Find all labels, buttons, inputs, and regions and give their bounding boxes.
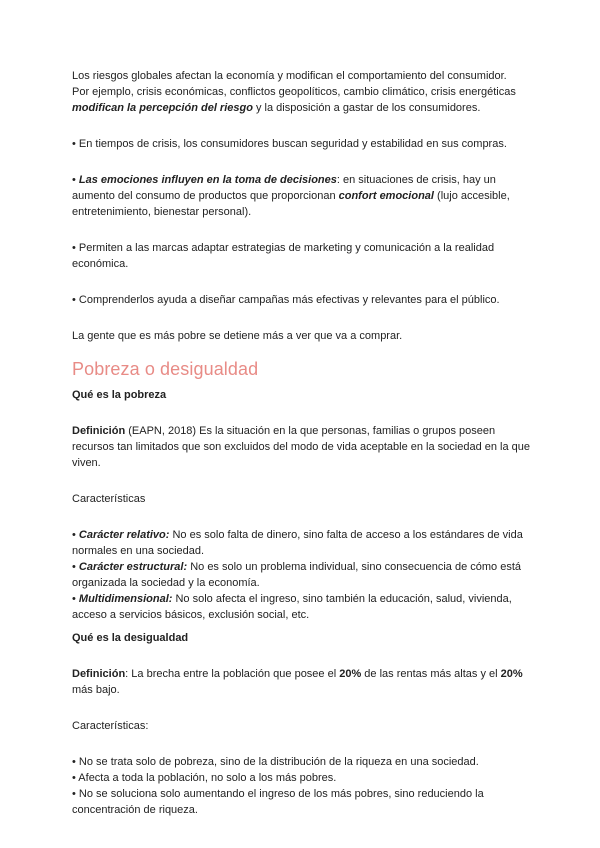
bullet-marketing: • Permiten a las marcas adaptar estrategias de marketing y comunicación a la realidad económica. [72,242,495,270]
characteristic-text: No es solo falta de dinero, sino falta de acceso a los estándares de vida normales en una sociedad. [72,529,523,557]
desigualdad-definition-label: Definición [72,668,126,680]
definition-text: más bajo. [72,684,120,696]
list-item: • No se soluciona solo aumentando el ingreso de los más pobres, sino reduciendo la concentración de riqueza. [72,788,484,816]
percentage-value: 20% [500,668,523,680]
list-item [72,591,532,623]
intro-bold-phrase: modifican la percepción del riesgo [72,102,253,114]
characteristic-label: Multidimensional: [78,593,173,605]
pobreza-definition-text: (EAPN, 2018) Es la situación en la que personas, familias o grupos poseen recursos tan limitados que son excluidos del modo de vida aceptable en la sociedad en la que viven. [72,425,531,469]
pobreza-definition [72,423,532,471]
intro-line-3: y la disposición a gastar de los consumidores. [252,102,481,114]
document-body [72,68,532,818]
note-paragraph: La gente que es más pobre se detiene más a ver que va a comprar. [72,330,403,342]
list-item [72,559,532,591]
list-item: • No se trata solo de pobreza, sino de la distribución de la riqueza en una sociedad. [72,756,479,768]
bullet-emotions-text: : en situaciones de crisis, hay un aumento del consumo de productos que proporcionan [72,174,496,202]
characteristic-label: Carácter estructural: [78,561,188,573]
definition-text: : La brecha entre la población que posee el [125,668,340,680]
bullet-marker: • [72,593,79,605]
definition-text: de las rentas más altas y el [361,668,501,680]
bullet-marker: • [72,561,79,573]
list-item [72,527,532,559]
pobreza-definition-label: Definición [72,425,126,437]
bullet-crisis-security: • En tiempos de crisis, los consumidores buscan seguridad y estabilidad en sus compras. [72,138,507,150]
intro-paragraph [72,68,532,116]
desigualdad-definition [72,666,532,698]
pobreza-title: Qué es la pobreza [72,389,167,401]
list-item: • Afecta a toda la población, no solo a los más pobres. [72,772,337,784]
bullet-campaigns: • Comprenderlos ayuda a diseñar campañas más efectivas y relevantes para el público. [72,294,500,306]
characteristic-text: No es solo un problema individual, sino consecuencia de cómo está organizada la sociedad y la economía. [72,561,522,589]
characteristic-label: Carácter relativo: [78,529,170,541]
percentage-value: 20% [339,668,362,680]
pobreza-characteristics-title: Características [72,493,146,505]
intro-line-1: Los riesgos globales afectan la economía y modifican el comportamiento del consumidor. [72,70,507,82]
desigualdad-title: Qué es la desigualdad [72,632,189,644]
desigualdad-characteristics-list [72,754,532,818]
section-heading: Pobreza o desigualdad [72,359,259,379]
bullet-emotions-end: (lujo accesible, entretenimiento, bienestar personal). [72,190,510,218]
bullet-emotions [72,172,532,220]
desigualdad-characteristics-title: Características: [72,720,149,732]
pobreza-characteristics-list [72,527,532,623]
characteristic-text: No solo afecta el ingreso, sino también la educación, salud, vivienda, acceso a servicios básicos, exclusión social, etc. [72,593,512,621]
bullet-confort-bold: confort emocional [338,190,434,202]
bullet-marker: • [72,174,79,186]
intro-line-2: Por ejemplo, crisis económicas, conflictos geopolíticos, cambio climático, crisis energéticas [72,86,516,98]
bullet-emotions-bold: Las emociones influyen en la toma de decisiones [78,174,337,186]
bullet-marker: • [72,529,79,541]
